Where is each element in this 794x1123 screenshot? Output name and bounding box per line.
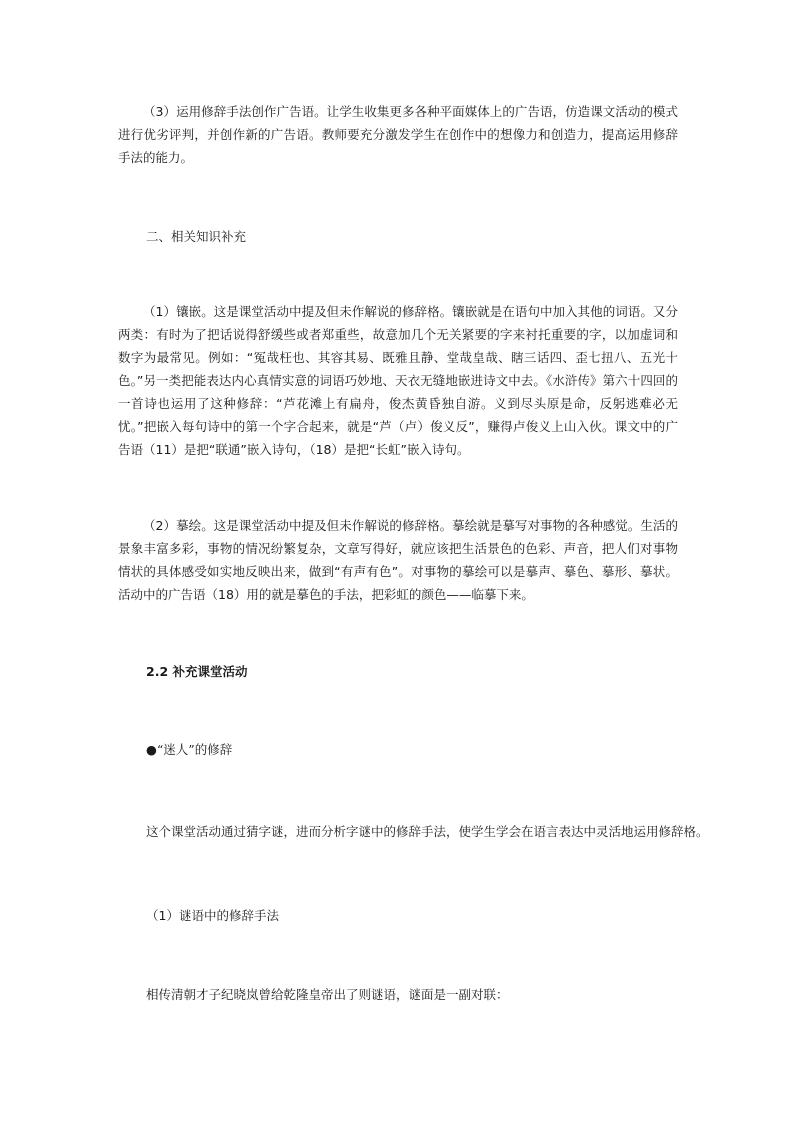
paragraph-advertising-creation: （3）运用修辞手法创作广告语。让学生收集更多各种平面媒体上的广告语，仿造课文活动的模式进行优劣评判，并创作新的广告语。教师要充分激发学生在创作中的想像力和创造力，提高运用修辞手法的能力。 xyxy=(118,104,678,165)
section-heading-activity: 2.2 补充课堂活动 xyxy=(146,664,248,679)
paragraph-embedding: （1）镶嵌。这是课堂活动中提及但未作解说的修辞格。镶嵌就是在语句中加入其他的词语。又分两类：有时为了把话说得舒缓些或者郑重些，故意加几个无关紧要的字来衬托重要的字，以加虚词和数字为最常见。例如：“冤哉枉也、其容其易、既雅且静、堂哉皇哉、瞎三话四、歪七扭八、五光十色。”另一类把能表达内心真情实意的词语巧妙地、天衣无缝地嵌进诗文中去。《水浒传》第六十四回的一首诗也运用了这种修辞：“芦花滩上有扁舟，俊杰黄昏独自游。义到尽头原是命，反躬逃难必无忧。”把嵌入每句诗中的第一个字合起来，就是“芦（卢）俊义反”，赚得卢俊义上山入伙。课文中的广告语（11）是把“联通”嵌入诗句，（18）是把“长虹”嵌入诗句。 xyxy=(118,304,678,457)
sub-heading-riddle-rhetoric: （1）谜语中的修辞手法 xyxy=(146,908,279,923)
paragraph-riddle-intro: 相传清朝才子纪晓岚曾给乾隆皇帝出了则谜语，谜面是一副对联： xyxy=(146,987,509,1002)
bullet-heading-riddle: ●“迷人”的修辞 xyxy=(146,742,233,757)
paragraph-depiction: （2）摹绘。这是课堂活动中提及但未作解说的修辞格。摹绘就是摹写对事物的各种感觉。生活的景象丰富多彩，事物的情况纷繁复杂，文章写得好，就应该把生活景色的色彩、声音，把人们对事物情状的具体感受如实地反映出来，做到“有声有色”。对事物的摹绘可以是摹声、摹色、摹形、摹状。活动中的广告语（18）用的就是摹色的手法，把彩虹的颜色——临摹下来。 xyxy=(118,518,678,602)
section-heading-knowledge: 二、相关知识补充 xyxy=(146,229,247,244)
paragraph-activity-description: 这个课堂活动通过猜字谜，进而分析字谜中的修辞手法，使学生学会在语言表达中灵活地运用修辞格。 xyxy=(146,824,709,839)
